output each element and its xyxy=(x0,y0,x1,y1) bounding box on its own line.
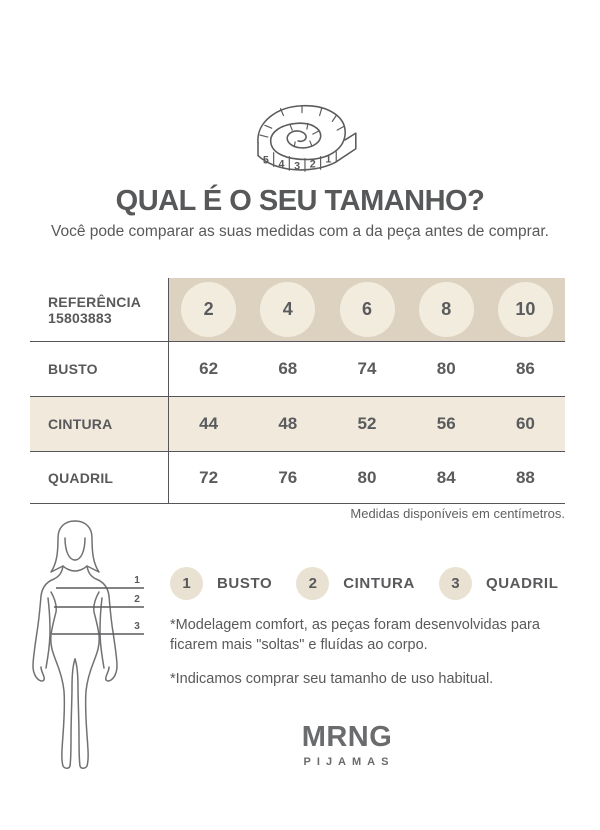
measure-value: 60 xyxy=(515,414,535,433)
row-label: CINTURA xyxy=(48,416,113,432)
tape-number: 2 xyxy=(309,158,316,171)
measure-value: 80 xyxy=(436,359,456,378)
figure-marker-1: 1 xyxy=(134,575,140,586)
brand-name: MRNG xyxy=(301,721,393,753)
size-header-strip xyxy=(168,278,565,341)
measure-value: 72 xyxy=(199,467,219,487)
tape-number: 5 xyxy=(262,154,269,167)
measure-legend xyxy=(170,567,558,600)
measure-value: 80 xyxy=(357,467,377,487)
table-row-busto xyxy=(30,342,565,397)
table-header-row xyxy=(30,278,565,342)
measure-value: 74 xyxy=(357,359,377,378)
measure-value: 44 xyxy=(199,414,219,433)
measuring-tape-icon xyxy=(242,94,364,182)
row-label: QUADRIL xyxy=(48,469,114,486)
size-badge: 4 xyxy=(260,282,315,337)
measure-value: 84 xyxy=(436,467,456,487)
size-badge: 2 xyxy=(181,282,236,337)
size-badge: 10 xyxy=(498,282,553,337)
tape-number: 4 xyxy=(278,158,285,171)
page-title: QUAL É O SEU TAMANHO? xyxy=(115,185,485,217)
size-badge: 6 xyxy=(340,282,395,337)
table-row-quadril xyxy=(30,452,565,504)
table-row-cintura xyxy=(30,397,565,452)
figure-marker-2: 2 xyxy=(134,594,140,605)
measure-value: 48 xyxy=(278,414,298,433)
reference-number: 15803883 xyxy=(48,309,112,326)
legend-label: CINTURA xyxy=(343,575,415,592)
figure-marker-3: 3 xyxy=(134,621,140,632)
legend-number-badge: 1 xyxy=(170,567,203,600)
footnotes xyxy=(170,616,570,705)
measure-value: 76 xyxy=(278,467,298,487)
legend-item-quadril xyxy=(439,567,559,600)
legend-item-busto xyxy=(170,567,272,600)
row-label: BUSTO xyxy=(48,361,98,377)
brand-subtitle: PIJAMAS xyxy=(303,756,395,768)
unit-note: Medidas disponíveis em centímetros. xyxy=(350,506,565,521)
legend-number-badge: 3 xyxy=(439,567,472,600)
note-modelagem: *Modelagem comfort, as peças foram desenvolvidas para ficarem mais "soltas" e fluídas ao corpo. xyxy=(170,617,540,653)
reference-label: REFERÊNCIA xyxy=(48,293,142,310)
measure-value: 86 xyxy=(515,359,535,378)
size-badge: 8 xyxy=(419,282,474,337)
tape-number: 3 xyxy=(294,160,301,173)
reference-cell xyxy=(30,278,168,341)
measure-value: 52 xyxy=(357,414,377,433)
note-indicacao: *Indicamos comprar seu tamanho de uso habitual. xyxy=(170,671,494,688)
measure-value: 68 xyxy=(278,359,298,378)
measure-value: 56 xyxy=(436,414,456,433)
page-subtitle: Você pode comparar as suas medidas com a da peça antes de comprar. xyxy=(50,223,549,240)
legend-number-badge: 2 xyxy=(296,567,329,600)
tape-number: 1 xyxy=(325,153,332,166)
brand-logo xyxy=(267,721,427,768)
legend-label: QUADRIL xyxy=(485,575,559,592)
measure-value: 88 xyxy=(515,467,535,487)
size-table xyxy=(30,278,565,504)
legend-item-cintura xyxy=(296,567,415,600)
measure-value: 62 xyxy=(199,359,219,378)
body-figure-icon xyxy=(30,518,160,783)
legend-label: BUSTO xyxy=(217,575,273,592)
